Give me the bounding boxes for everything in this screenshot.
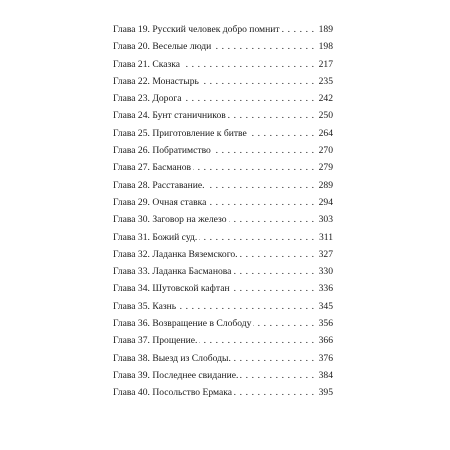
toc-entry-chapter-39 [113,367,333,384]
toc-entry-page-number: 289 [318,179,333,191]
toc-entry-chapter-25 [113,125,333,142]
toc-dot-leader [213,38,314,55]
toc-dot-leader [232,280,314,297]
toc-entry-chapter-35 [113,298,333,315]
toc-entry-chapter-19 [113,21,333,38]
toc-dot-leader [182,56,314,73]
toc-dot-leader [228,107,314,124]
toc-entry-chapter-33 [113,263,333,280]
toc-entry-page-number: 395 [318,387,333,399]
toc-entry-chapter-34 [113,280,333,297]
toc-entry-title: Глава 36. Возвращение в Слободу [113,318,252,330]
toc-dot-leader [282,21,314,38]
toc-entry-page-number: 303 [318,214,333,226]
toc-dot-leader [208,194,314,211]
toc-entry-page-number: 217 [318,58,333,70]
toc-entry-title: Глава 32. Ладанка Вяземского. [113,248,238,260]
toc-entry-page-number: 330 [318,266,333,278]
toc-entry-page-number: 336 [318,283,333,295]
toc-entry-page-number: 327 [318,248,333,260]
toc-entry-chapter-20 [113,38,333,55]
toc-entry-title: Глава 34. Шутовской кафтан [113,283,230,295]
toc-entry-title: Глава 33. Ладанка Басманова [113,266,232,278]
toc-entry-page-number: 270 [318,145,333,157]
toc-entry-chapter-22 [113,73,333,90]
toc-entry-title: Глава 23. Дорога [113,93,182,105]
toc-entry-chapter-29 [113,194,333,211]
toc-entry-title: Глава 35. Казнь [113,300,177,312]
toc-entry-chapter-31 [113,229,333,246]
toc-dot-leader [240,367,314,384]
toc-dot-leader [240,246,314,263]
toc-dot-leader [249,125,314,142]
toc-entry-chapter-27 [113,159,333,176]
toc-dot-leader [199,229,314,246]
toc-entry-title: Глава 40. Посольство Ермака [113,387,233,399]
toc-entry-page-number: 366 [318,335,333,347]
toc-dot-leader [183,90,314,107]
toc-dot-leader [213,142,314,159]
toc-dot-leader [207,177,314,194]
toc-entry-chapter-40 [113,384,333,401]
toc-entry-chapter-38 [113,350,333,367]
toc-entry-title: Глава 38. Выезд из Слободы. [113,352,231,364]
toc-dot-leader [233,263,314,280]
toc-entry-page-number: 264 [318,127,333,139]
toc-entry-page-number: 189 [318,24,333,35]
toc-entry-chapter-36 [113,315,333,332]
toc-entry-title: Глава 39. Последнее свидание. [113,369,239,381]
toc-dot-leader [199,332,314,349]
toc-entry-title: Глава 31. Божий суд. [113,231,198,243]
toc-entry-page-number: 384 [318,369,333,381]
toc-entry-title: Глава 24. Бунт станичников [113,110,226,122]
toc-dot-leader [253,315,314,332]
toc-entry-title: Глава 27. Басманов [113,162,192,174]
toc-entry-title: Глава 29. Очная ставка [113,196,207,208]
toc-entry-page-number: 294 [318,196,333,208]
toc-dot-leader [234,384,314,401]
toc-entry-page-number: 311 [318,231,333,243]
toc-entry-chapter-21 [113,56,333,73]
toc-entry-chapter-24 [113,107,333,124]
toc-entry-chapter-23 [113,90,333,107]
toc-entry-chapter-32 [113,246,333,263]
toc-entry-title: Глава 37. Прощение. [113,335,198,347]
toc-entry-title: Глава 19. Русский человек добро помнит [113,24,280,35]
toc-entry-title: Глава 30. Заговор на железо [113,214,227,226]
toc-entry-page-number: 250 [318,110,333,122]
toc-entry-chapter-28 [113,177,333,194]
toc-entry-page-number: 376 [318,352,333,364]
toc-entry-page-number: 345 [318,300,333,312]
toc-entry-page-number: 242 [318,93,333,105]
toc-dot-leader [233,350,314,367]
toc-entry-chapter-30 [113,211,333,228]
toc-entry-page-number: 279 [318,162,333,174]
toc-entry-page-number: 356 [318,318,333,330]
toc-entry-title: Глава 25. Приготовление к битве [113,127,247,139]
toc-entry-chapter-26 [113,142,333,159]
toc-entry-chapter-37 [113,332,333,349]
toc-dot-leader [201,73,314,90]
toc-entry-page-number: 198 [318,41,333,53]
toc-entry-title: Глава 20. Веселые люди [113,41,212,53]
toc-dot-leader [178,298,314,315]
toc-entry-title: Глава 21. Сказка [113,58,181,70]
toc-entry-title: Глава 22. Монастырь [113,75,199,87]
toc-entry-page-number: 235 [318,75,333,87]
table-of-contents [113,21,333,402]
toc-entry-title: Глава 26. Побратимство [113,145,211,157]
toc-dot-leader [193,159,314,176]
toc-entry-title: Глава 28. Расставание. [113,179,205,191]
toc-dot-leader [229,211,314,228]
